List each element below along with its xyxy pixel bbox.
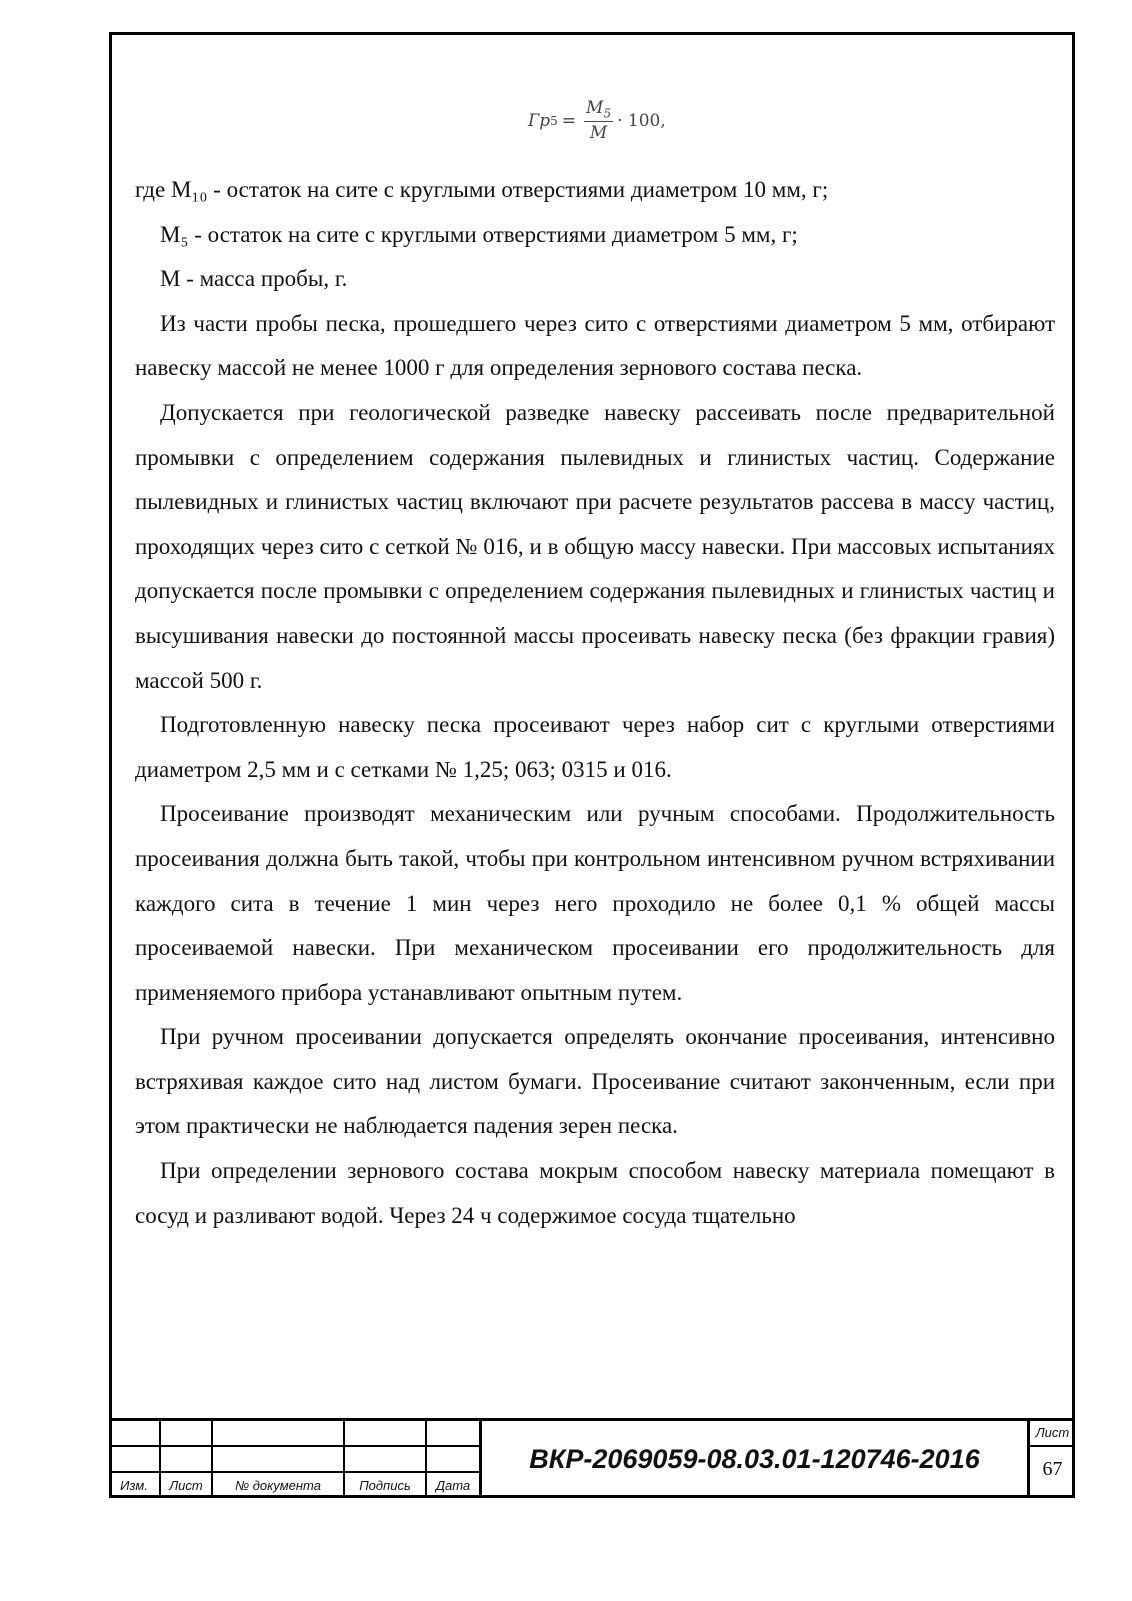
paragraph: M - масса пробы, г. [160, 266, 348, 292]
document-body [135, 168, 1055, 1238]
header-doc-number: № документа [212, 1472, 344, 1497]
header-date: Дата [426, 1472, 480, 1497]
formula-numerator: $M_5$ [586, 98, 612, 121]
formula-fraction [584, 98, 613, 143]
header-list: Лист [160, 1472, 212, 1497]
paragraph: M₅ - остаток на сите с круглыми отверстиями диаметром 5 мм, г; [160, 221, 798, 247]
revision-table [109, 1418, 481, 1497]
sheet-number: 67 [1042, 1458, 1063, 1480]
formula-lhs: Гр [528, 110, 551, 131]
header-signature: Подпись [344, 1472, 426, 1497]
paragraph: При определении зернового состава мокрым способом навеску материала помещают в сосуд и разливают водой. Через 24 ч содержимое сосуда тщательно [135, 1158, 1055, 1228]
paragraph: При ручном просеивании допускается определять окончание просеивания, интенсивно встряхивая каждое сито над листом бумаги. Просеивание считают законченным, если при этом практически не наблюдается падения зерен песка. [135, 1024, 1055, 1139]
document-code: ВКР-2069059-08.03.01-120746-2016 [479, 1418, 1027, 1498]
paragraph: Из части пробы песка, прошедшего через сито с отверстиями диаметром 5 мм, отбирают навеску массой не менее 1000 г для определения зернового состава песка. [135, 310, 1055, 381]
title-block [109, 1418, 1075, 1498]
sheet-box [1027, 1418, 1075, 1498]
paragraph: где M₁₀ - остаток на сите с круглыми отверстиями диаметром 10 мм, г; [135, 177, 829, 202]
paragraph: Допускается при геологической разведке навеску рассеивать после предварительной промывки с определением содержания пылевидных и глинистых частиц. Содержание пылевидных и глинистых частиц включают при расчете результатов рассева в массу частиц, проходящих через сито с сеткой № 016, и в общую массу навески. При массовых испытаниях допускается после промывки с определением содержания пылевидных и глинистых частиц и высушивания навески до постоянной массы просеивать навеску песка (без фракции гравия) массой 500 г. [135, 399, 1055, 693]
sheet-label: Лист [1030, 1421, 1075, 1447]
formula-equals: = [561, 110, 577, 131]
formula-lhs-sub: 5 [550, 113, 558, 128]
formula-tail: · 100, [617, 110, 666, 131]
header-izm: Изм. [109, 1472, 160, 1497]
formula-denominator: M [589, 123, 608, 144]
formula [528, 98, 666, 143]
paragraph: Подготовленную навеску песка просеивают через набор сит с круглыми отверстиями диаметром 2,5 мм и с сетками № 1,25; 063; 0315 и 016. [135, 712, 1055, 782]
paragraph: Просеивание производят механическим или ручным способами. Продолжительность просеивания должна быть такой, чтобы при контрольном интенсивном ручном встряхивании каждого сита в течение 1 мин через него проходило не более 0,1 % общей массы просеиваемой навески. При механическом просеивании его продолжительность для применяемого прибора устанавливают опытным путем. [135, 801, 1055, 1005]
